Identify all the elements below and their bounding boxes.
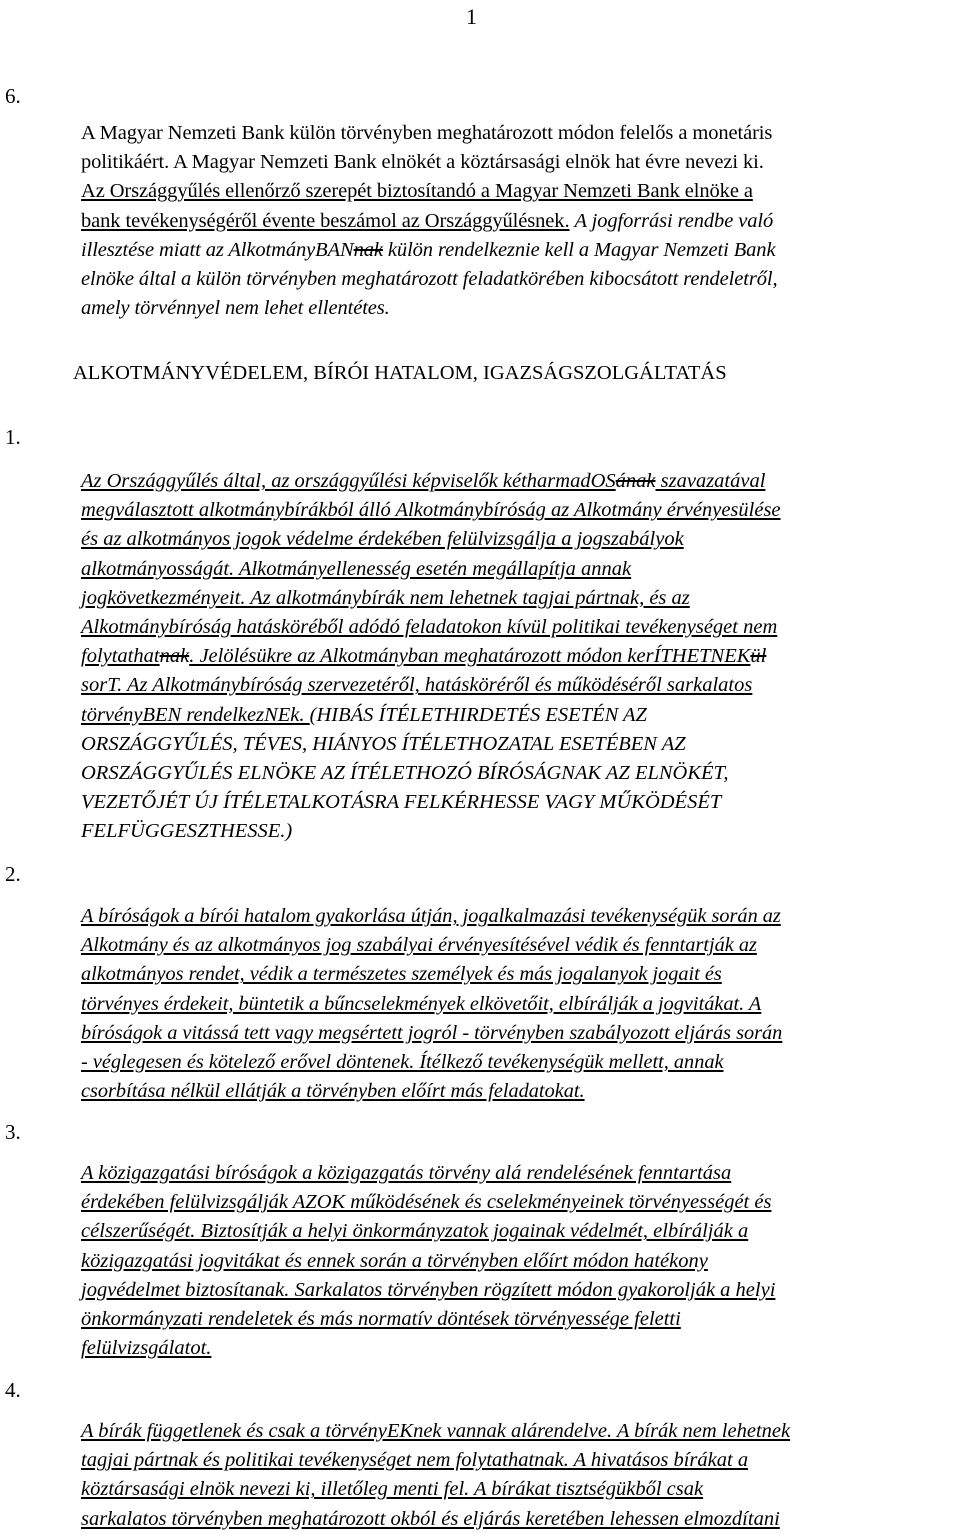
struck-text: ának	[615, 470, 656, 492]
section-number-3: 3.	[5, 1120, 21, 1144]
section-6-line: bank tevékenységéről évente beszámol az Országgyűlésnek.	[81, 209, 570, 232]
struck-text: nak	[353, 238, 383, 261]
section-2-paragraph	[81, 902, 960, 1106]
page-number: 1	[466, 4, 477, 29]
p3-line: A közigazgatási bíróságok a közigazgatás törvény alá rendelésének fenntartása	[81, 1162, 732, 1184]
p2-line: Alkotmány és az alkotmányos jog szabályai érvényesítésével védik és fenntartják az	[81, 934, 757, 957]
p1-line-caps: ORSZÁGGYŰLÉS ELNÖKE AZ ÍTÉLETHOZÓ BÍRÓSÁGNAK AZ ELNÖKÉT,	[81, 762, 729, 785]
struck-text: nak	[159, 645, 190, 668]
p1-line-1a: Az Országgyűlés által, az országgyűlési képviselők kétharmadOS	[81, 470, 616, 492]
section-number-6: 6.	[5, 84, 21, 108]
p1-line: és az alkotmányos jogok védelme érdekében felülvizsgálja a jogszabályok	[81, 528, 684, 551]
p3-line: közigazgatási jogvitákat és ennek során a törvényben előírt módon hatékony	[81, 1249, 708, 1272]
p3-line: jogvédelmet biztosítanak. Sarkalatos törvényben rögzített módon gyakorolják a helyi	[81, 1278, 776, 1301]
p1-line: sorT. Az Alkotmánybíróság szervezetéről, hatásköréről és működéséről sarkalatos	[81, 674, 753, 697]
p1-line-caps: (HIBÁS ÍTÉLETHIRDETÉS ESETÉN AZ	[309, 703, 647, 726]
p3-line: önkormányzati rendeletek és más normatív döntések törvényessége feletti	[81, 1308, 681, 1331]
section-number-2: 2.	[5, 862, 21, 886]
p1-line-caps: VEZETŐJÉT ÚJ ÍTÉLETALKOTÁSRA FELKÉRHESSE VAGY MŰKÖDÉSÉT	[81, 791, 722, 814]
section-4-paragraph	[81, 1417, 960, 1534]
section-6-line: illesztése miatt az AlkotmányBAN	[81, 238, 354, 261]
p1-line: megválasztott alkotmánybírákból álló Alkotmánybíróság az Alkotmány érvényesülése	[81, 499, 781, 522]
p1-line: folytathat	[81, 645, 160, 668]
section-6-line: politikáért. A Magyar Nemzeti Bank elnökét a köztársasági elnök hat évre nevezi ki.	[81, 151, 764, 174]
p3-line: felülvizsgálatot.	[81, 1337, 212, 1360]
section-heading: ALKOTMÁNYVÉDELEM, BÍRÓI HATALOM, IGAZSÁGSZOLGÁLTATÁS	[73, 362, 727, 384]
p2-line: törvényes érdekeit, büntetik a bűncselekmények elkövetőit, elbírálják a jogvitákat. A	[81, 992, 762, 1015]
p3-line: érdekében felülvizsgálják AZOK működésének és cselekményeinek törvényességét és	[81, 1191, 772, 1214]
section-6-line: Az Országgyűlés ellenőrző szerepét biztosítandó a Magyar Nemzeti Bank elnöke a	[81, 180, 753, 203]
section-number-1: 1.	[5, 425, 21, 449]
p4-line: tagjai pártnak és politikai tevékenységet nem folytathatnak. A hivatásos bírákat a	[81, 1449, 749, 1472]
p1-line-1c: szavazatával	[655, 470, 766, 492]
p2-line: alkotmányos rendet, védik a természetes személyek és más jogalanyok jogait és	[81, 963, 722, 986]
p1-line-caps: FELFÜGGESZTHESSE.)	[81, 820, 293, 843]
p4-line: A bírák függetlenek és csak a törvényEKnek vannak alárendelve. A bírák nem lehetnek	[81, 1420, 791, 1442]
struck-text: ül	[750, 645, 767, 668]
p4-line: köztársasági elnök nevezi ki, illetőleg menti fel. A bírákat tisztségükből csak	[81, 1478, 704, 1501]
section-3-paragraph	[81, 1159, 960, 1363]
p4-line: sarkalatos törvényben meghatározott okból és eljárás keretében lehessen elmozdítani	[81, 1507, 780, 1530]
section-6-line: külön rendelkeznie kell a Magyar Nemzeti Bank	[382, 238, 776, 261]
p2-line: csorbítása nélkül ellátják a törvényben előírt más feladatokat.	[81, 1080, 585, 1103]
p1-line: jogkövetkezményeit. Az alkotmánybírák nem lehetnek tagjai pártnak, és az	[81, 586, 690, 609]
section-number-4: 4.	[5, 1378, 21, 1402]
p1-line: Alkotmánybíróság hatásköréből adódó feladatokon kívül politikai tevékenységet nem	[81, 616, 778, 639]
section-6-line: elnöke által a külön törvényben meghatározott feladatkörében kibocsátott rendeletről,	[81, 268, 778, 291]
p1-line: alkotmányosságát. Alkotmányellenesség esetén megállapítja annak	[81, 557, 632, 580]
p1-line: törvényBEN rendelkezNEk.	[81, 703, 310, 726]
p2-line: A bíróságok a bírói hatalom gyakorlása útján, jogalkalmazási tevékenységük során az	[81, 905, 781, 927]
section-1-paragraph	[81, 467, 960, 847]
p1-line: . Jelölésükre az Alkotmányban meghatározott módon kerÍTHETNEK	[189, 645, 751, 668]
section-6-line: A Magyar Nemzeti Bank külön törvényben meghatározott módon felelős a monetáris	[81, 122, 773, 144]
section-6-paragraph	[81, 119, 960, 323]
p2-line: bíróságok a vitássá tett vagy megsértett jogról - törvényben szabályozott eljárás során	[81, 1021, 783, 1044]
p3-line: célszerűségét. Biztosítják a helyi önkormányzatok jogainak védelmét, elbírálják a	[81, 1220, 749, 1243]
p1-line-caps: ORSZÁGGYŰLÉS, TÉVES, HIÁNYOS ÍTÉLETHOZATAL ESETÉBEN AZ	[81, 732, 686, 755]
p2-line: - véglegesen és kötelező erővel döntenek. Ítélkező tevékenységük mellett, annak	[81, 1051, 724, 1074]
section-6-line: A jogforrási rendbe való	[574, 209, 774, 232]
section-6-line: amely törvénnyel nem lehet ellentétes.	[81, 297, 390, 320]
